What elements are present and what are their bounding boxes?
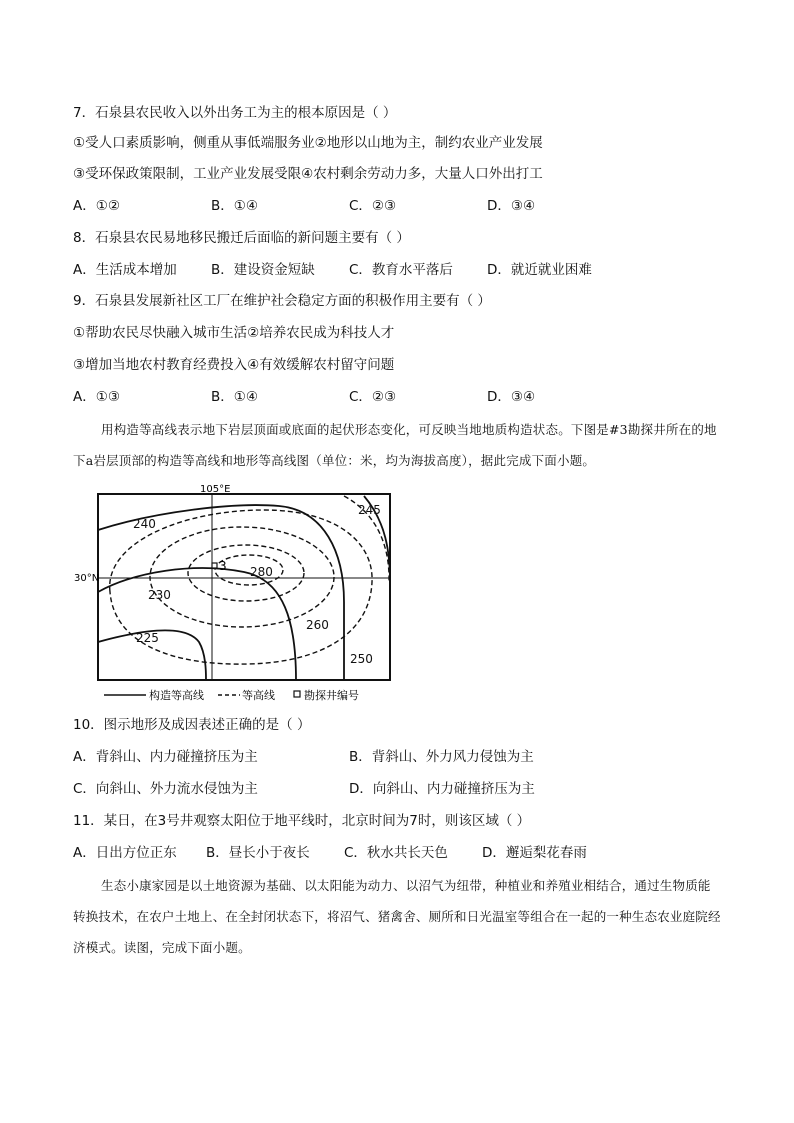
q10-option-c: C．向斜山、外力流水侵蚀为主 bbox=[73, 781, 258, 797]
label-245: 245 bbox=[358, 503, 381, 517]
q8-option-d: D．就近就业困难 bbox=[487, 262, 592, 278]
legend-well-marker bbox=[294, 691, 300, 697]
q8-option-c: C．教育水平落后 bbox=[349, 262, 453, 278]
structure-240 bbox=[98, 505, 344, 680]
legend-structure-label: 构造等高线 bbox=[149, 689, 204, 702]
q10-option-d: D．向斜山、内力碰撞挤压为主 bbox=[349, 781, 535, 797]
q7-option-c: C．②③ bbox=[349, 198, 397, 214]
q11-stem: 11．某日，在3号井观察太阳位于地平线时，北京时间为7时，则该区域（ ） bbox=[73, 813, 531, 829]
label-230: 230 bbox=[148, 588, 171, 602]
q10-stem: 10．图示地形及成因表述正确的是（ ） bbox=[73, 717, 311, 733]
q7-statement-2: ③受环保政策限制，工业产业发展受限④农村剩余劳动力多，大量人口外出打工 bbox=[73, 166, 543, 182]
contour-260 bbox=[150, 527, 334, 627]
label-250: 250 bbox=[350, 652, 373, 666]
q11-option-c: C．秋水共长天色 bbox=[344, 845, 448, 861]
well-label: 3 bbox=[219, 559, 227, 573]
q9-stem: 9．石泉县发展新社区工厂在维护社会稳定方面的积极作用主要有（ ） bbox=[73, 293, 491, 309]
q9-option-b: B．①④ bbox=[211, 389, 258, 405]
legend-well-label: 勘探井编号 bbox=[304, 689, 359, 702]
passage-structure-contour: 用构造等高线表示地下岩层顶面或底面的起伏形态变化，可反映当地地质构造状态。下图是#3勘探井所在的地下a岩层顶部的构造等高线和地形等高线图（单位：米，均为海拔高度），据此完成下面小题。 bbox=[73, 422, 717, 468]
q7-option-a: A．①② bbox=[73, 198, 120, 214]
label-225: 225 bbox=[136, 631, 159, 645]
q8-stem: 8．石泉县农民易地移民搬迁后面临的新问题主要有（ ） bbox=[73, 230, 410, 246]
q9-statement-1: ①帮助农民尽快融入城市生活②培养农民成为科技人才 bbox=[73, 325, 395, 341]
label-280: 280 bbox=[250, 565, 273, 579]
q7-option-b: B．①④ bbox=[211, 198, 258, 214]
label-240: 240 bbox=[133, 517, 156, 531]
q7-option-d: D．③④ bbox=[487, 198, 536, 214]
q9-option-a: A．①③ bbox=[73, 389, 120, 405]
q7-statement-1: ①受人口素质影响，侧重从事低端服务业②地形以山地为主，制约农业产业发展 bbox=[73, 135, 543, 151]
q10-option-b: B．背斜山、外力风力侵蚀为主 bbox=[349, 749, 534, 765]
q9-option-c: C．②③ bbox=[349, 389, 397, 405]
contour-map-svg bbox=[74, 482, 414, 704]
passage-eco-home: 生态小康家园是以土地资源为基础、以太阳能为动力、以沼气为纽带，种植业和养殖业相结合，通过生物质能转换技术，在农户土地上、在全封闭状态下，将沼气、猪禽舍、厕所和日光温室等组合在一起的一种生态农业庭院经济模式。读图，完成下面小题。 bbox=[73, 878, 721, 955]
q10-option-a: A．背斜山、内力碰撞挤压为主 bbox=[73, 749, 258, 765]
q11-option-a: A．日出方位正东 bbox=[73, 845, 177, 861]
legend-contour-label: 等高线 bbox=[242, 689, 275, 702]
q9-option-d: D．③④ bbox=[487, 389, 536, 405]
q7-stem: 7．石泉县农民收入以外出务工为主的根本原因是（ ） bbox=[73, 105, 397, 121]
q9-statement-2: ③增加当地农村教育经费投入④有效缓解农村留守问题 bbox=[73, 357, 395, 373]
q8-option-a: A．生活成本增加 bbox=[73, 262, 177, 278]
q11-option-b: B．昼长小于夜长 bbox=[206, 845, 310, 861]
well-marker bbox=[212, 563, 217, 568]
q11-option-d: D．邂逅梨花春雨 bbox=[482, 845, 587, 861]
longitude-label: 105°E bbox=[200, 484, 231, 495]
label-260: 260 bbox=[306, 618, 329, 632]
q8-option-b: B．建设资金短缺 bbox=[211, 262, 315, 278]
contour-map-figure bbox=[74, 482, 414, 704]
latitude-label: 30°N bbox=[74, 573, 100, 584]
